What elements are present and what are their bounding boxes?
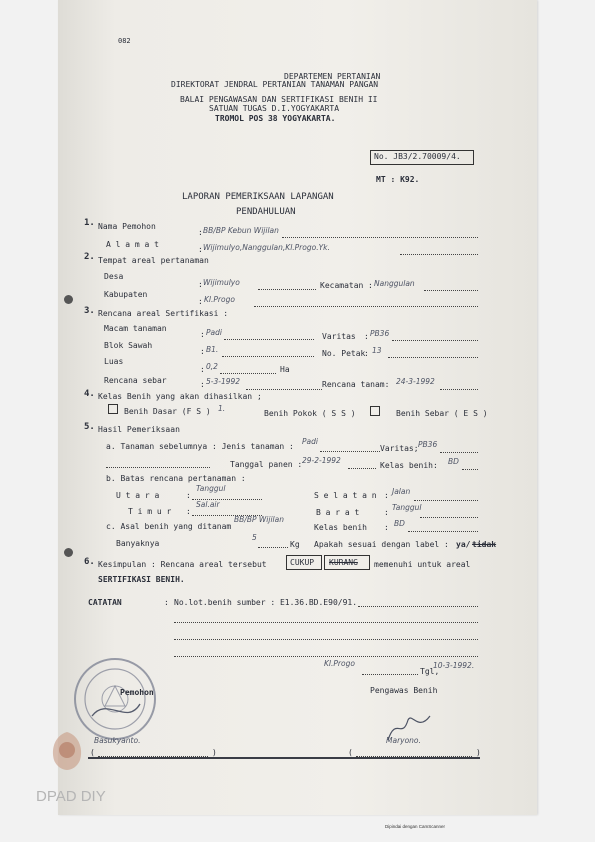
- barat-value: Tanggul: [392, 503, 422, 512]
- benih-sebar-label: Benih Sebar ( E S ): [396, 409, 488, 418]
- header-line-2: DIREKTORAT JENDRAL PERTANIAN TANAMAN PANGAN: [171, 80, 379, 89]
- tanaman-sebelumnya-label: a. Tanaman sebelumnya : Jenis tanaman :: [106, 442, 294, 451]
- punch-hole-top: [64, 295, 73, 304]
- report-title: LAPORAN PEMERIKSAAN LAPANGAN: [182, 192, 334, 202]
- cukup-box: [286, 555, 322, 570]
- kelas-benih-sebelumnya-value: BD: [448, 457, 459, 466]
- kesimpulan-label: Kesimpulan : Rencana areal tersebut: [98, 560, 267, 569]
- kurang-box: [324, 555, 370, 570]
- checkbox-benih-sebar[interactable]: [370, 406, 380, 416]
- header-line-5: TROMOL POS 38 YOGYAKARTA.: [215, 114, 336, 123]
- varitas-sebelumnya-value: PB36: [418, 440, 438, 449]
- punch-hole-bottom: [64, 548, 73, 557]
- section-3-number: 3.: [84, 306, 95, 316]
- pemohon-label: Pemohon: [120, 688, 154, 697]
- banyaknya-value: 5: [252, 533, 257, 542]
- rencana-tanam-label: Rencana tanam:: [322, 380, 390, 389]
- luas-label: Luas: [104, 357, 124, 366]
- watermark-text: DPAD DIY: [36, 788, 106, 805]
- desa-label: Desa: [104, 272, 124, 281]
- utara-value: Tanggul: [196, 484, 226, 493]
- kecamatan-label: Kecamatan: [320, 281, 364, 290]
- section-5-title: Hasil Pemeriksaan: [98, 425, 180, 434]
- place-value: Kl.Progo: [324, 659, 355, 668]
- macam-tanaman-label: Macam tanaman: [104, 324, 167, 333]
- selatan-value: Jalan: [392, 487, 411, 496]
- sesuai-label-question: Apakah sesuai dengan label :: [314, 540, 449, 549]
- catatan-label: CATATAN: [88, 598, 122, 607]
- watermark-emblem: [50, 730, 84, 772]
- date-value: 10-3-1992.: [433, 661, 475, 670]
- section-2-title: Tempat areal pertanaman: [98, 256, 209, 265]
- batas-rencana-label: b. Batas rencana pertanaman :: [106, 474, 246, 483]
- luas-value: 0,2: [206, 362, 218, 371]
- no-petak-label: No. Petak: [322, 349, 366, 358]
- cukup-option: CUKUP: [290, 558, 315, 567]
- asal-benih-value: BB/BP Wijilan: [234, 515, 284, 524]
- section-6-number: 6.: [84, 557, 95, 567]
- kecamatan-value: Nanggulan: [374, 279, 415, 288]
- kelas-benih-label: Kelas benih: [314, 523, 367, 532]
- right-signer-name: Maryono.: [386, 736, 421, 745]
- kelas-benih-sebelumnya-label: Kelas benih:: [380, 461, 438, 470]
- rencana-sebar-label: Rencana sebar: [104, 376, 167, 385]
- benih-dasar-label: Benih Dasar (F S ): [124, 407, 211, 416]
- section-5-number: 5.: [84, 422, 95, 432]
- kabupaten-value: Kl.Progo: [204, 295, 235, 304]
- jenis-tanaman-value: Padi: [302, 437, 318, 446]
- mt-code: MT : K92.: [376, 175, 420, 184]
- blok-sawah-value: B1.: [206, 345, 219, 354]
- header-line-4: SATUAN TUGAS D.I.YOGYAKARTA: [209, 104, 340, 113]
- bottom-rule: [88, 757, 480, 759]
- alamat-value: Wijimulyo,Nanggulan,Kl.Progo.Yk.: [203, 243, 330, 252]
- catatan-value: No.lot.benih sumber : E1.36.BD.E90/91.: [174, 598, 358, 607]
- right-signature-line: [356, 748, 472, 757]
- selatan-label: S e l a t a n: [314, 491, 377, 500]
- banyaknya-label: Banyaknya: [116, 539, 160, 548]
- header-line-3: BALAI PENGAWASAN DAN SERTIFIKASI BENIH II: [180, 95, 378, 104]
- no-petak-value: 13: [372, 346, 382, 355]
- nama-pemohon-label: Nama Pemohon: [98, 222, 156, 231]
- tanggal-panen-label: Tanggal panen :: [230, 460, 303, 469]
- timur-label: T i m u r: [128, 507, 172, 516]
- macam-tanaman-value: Padi: [206, 328, 222, 337]
- corner-code: 082: [118, 37, 131, 45]
- sesuai-tidak: tidak: [472, 540, 497, 549]
- barat-label: B a r a t: [316, 508, 360, 517]
- section-3-title: Rencana areal Sertifikasi :: [98, 309, 229, 318]
- sesuai-ya: ya/: [456, 540, 471, 549]
- desa-value: Wijimulyo: [203, 278, 240, 287]
- left-signature-line: [98, 748, 208, 757]
- asal-benih-label: c. Asal benih yang ditanam: [106, 522, 232, 531]
- section-4-number: 4.: [84, 389, 95, 399]
- alamat-label: A l a m a t: [106, 240, 159, 249]
- left-signer-name: Basukyanto.: [94, 736, 141, 745]
- kabupaten-label: Kabupaten: [104, 290, 148, 299]
- section-2-number: 2.: [84, 252, 95, 262]
- benih-dasar-mark: 1.: [218, 404, 226, 413]
- document-page: 082 DEPARTEMEN PERTANIAN DIREKTORAT JENDRAL PERTANIAN TANAMAN PANGAN BALAI PENGAWASAN DAN SERTIFIKASI BENIH II SATUAN TUGAS D.I.YOGYAKARTA TROMOL POS 38 YOGYAKARTA. No. JB3/2.70009/4. MT : K92. LAPORAN PEMERIKSAAN LAPANGAN PENDAHULUAN 1. Nama Pemohon : BB/BP Kebun Wijilan A l a m a t : Wijimulyo,Nanggulan,Kl.Progo.Yk. 2. Tempat areal pertanaman Desa : Wijimulyo Kecamatan : Nanggulan Kabupaten : Kl.Progo 3. Rencana areal Sertifikasi : Macam tanaman : Padi Varitas : PB36 Blok Sawah : B1. No. Petak : 13 Luas : 0,2 Ha Rencana sebar : 5-3-1992 Rencana tanam: 24-3-1992 4. Kelas Benih yang akan dihasilkan ; Benih Dasar (F S ) 1. Benih Pokok ( S S ) Benih Sebar ( E S ) 5. Hasil Pemeriksaan a. Tanaman sebelumnya : Jenis tanaman : Padi Varitas; PB36 Tanggal panen : 29-2-1992 Kelas benih: BD b. Batas rencana pertanaman : U t a r a : Tanggul S e l a t a n : Jalan T i m u r : Sal.air B a r a t : Tanggul c. Asal benih yang ditanam BB/BP Wijilan Kelas benih : BD Banyaknya 5 Kg Apakah sesuai dengan label : ya/ tidak 6. Kesimpulan : Rencana areal tersebut CUKUP KURANG memenuhi untuk areal SERTIFIKASI BENIH. CATATAN : No.lot.benih sumber : E1.36.BD.E90/91. Kl.Progo Tgl, 10-3-1992. Pengawas Benih Pemohon Basukyanto. Maryono. ( ) ( ): [58, 0, 537, 815]
- scanner-footer: Dipindai dengan CamScanner: [385, 824, 446, 829]
- kesimpulan-line-2: SERTIFIKASI BENIH.: [98, 575, 185, 584]
- luas-unit: Ha: [280, 365, 290, 374]
- varitas-value: PB36: [370, 329, 390, 338]
- kesimpulan-rest: memenuhi untuk areal: [374, 560, 471, 569]
- official-stamp: [72, 656, 158, 742]
- rencana-sebar-value: 5-3-1992: [206, 377, 241, 386]
- varitas-sebelumnya-label: Varitas;: [380, 444, 419, 453]
- benih-pokok-label: Benih Pokok ( S S ): [264, 409, 356, 418]
- section-1-number: 1.: [84, 218, 95, 228]
- header-line-1: DEPARTEMEN PERTANIAN: [284, 72, 381, 81]
- reference-number: No. JB3/2.70009/4.: [374, 152, 461, 161]
- blok-sawah-label: Blok Sawah: [104, 341, 153, 350]
- varitas-label: Varitas: [322, 332, 356, 341]
- pengawas-benih-label: Pengawas Benih: [370, 686, 438, 695]
- nama-pemohon-value: BB/BP Kebun Wijilan: [203, 226, 279, 235]
- utara-label: U t a r a: [116, 491, 160, 500]
- kelas-benih-value: BD: [394, 519, 405, 528]
- rencana-tanam-value: 24-3-1992: [396, 377, 435, 386]
- kurang-option: KURANG: [329, 558, 358, 567]
- report-subtitle: PENDAHULUAN: [236, 207, 296, 217]
- checkbox-benih-dasar[interactable]: [108, 404, 118, 414]
- tgl-label: Tgl,: [420, 667, 440, 676]
- timur-value: Sal.air: [196, 500, 220, 509]
- banyaknya-unit: Kg: [290, 540, 300, 549]
- reference-number-box: [370, 150, 474, 165]
- tanggal-panen-value: 29-2-1992: [302, 456, 341, 465]
- section-4-title: Kelas Benih yang akan dihasilkan ;: [98, 392, 262, 401]
